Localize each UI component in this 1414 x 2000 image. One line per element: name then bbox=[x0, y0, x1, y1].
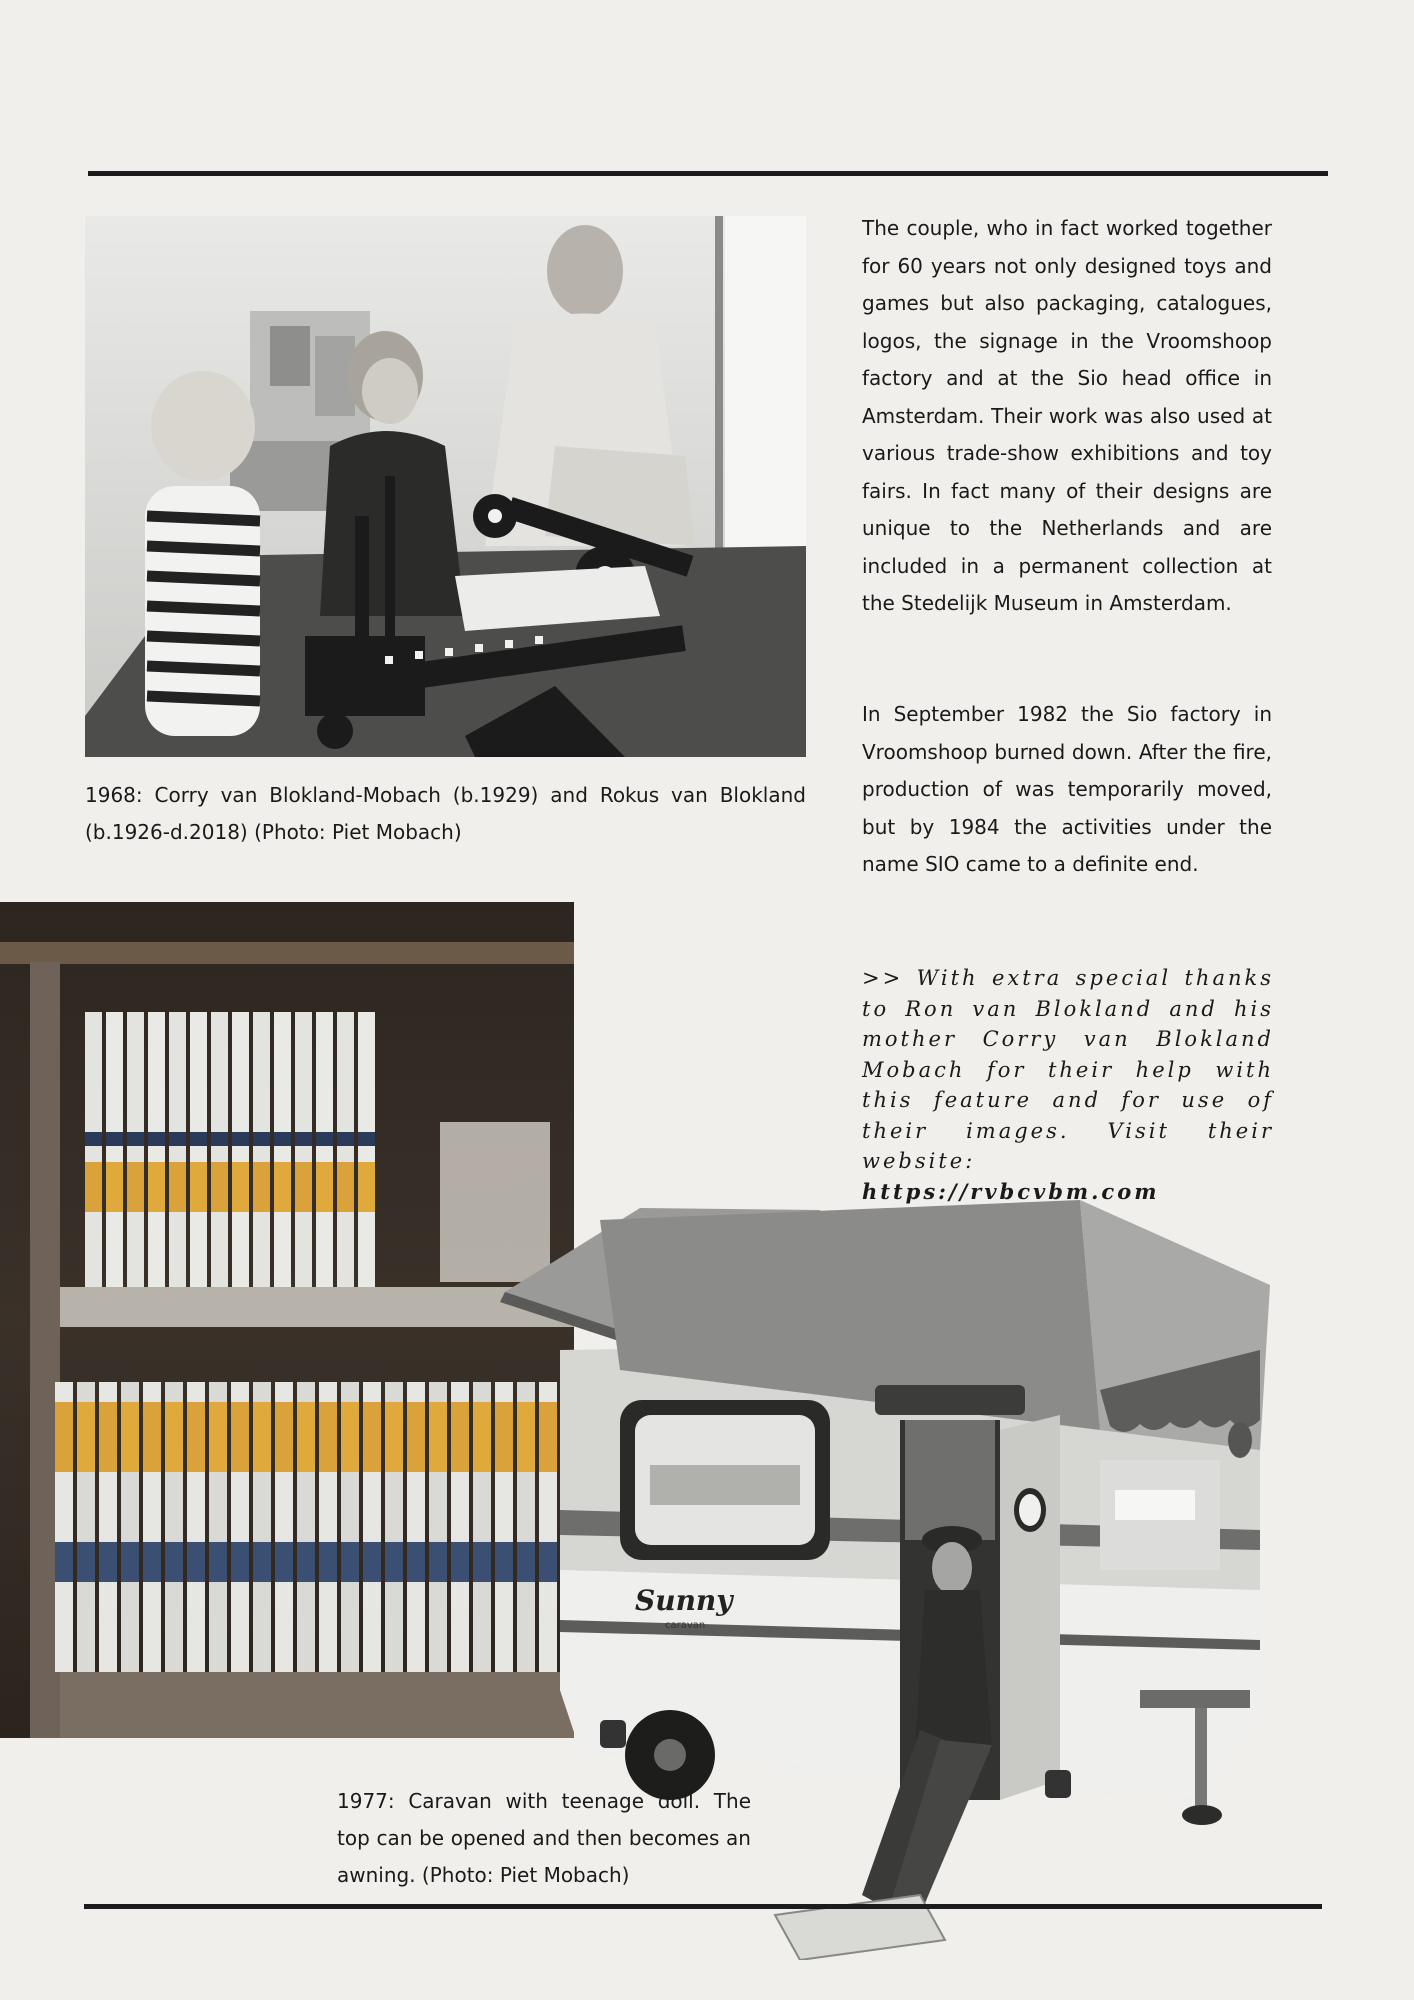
article-paragraph-1: The couple, who in fact worked together for 60 years not only designed toys and games but also packaging, catalogues, logos, the signage in the Vroomshoop factory and at the Sio head office in Amsterdam. Their work was also used at various trade-show exhibitions and toy fairs. In fact many of their designs are unique to the Netherlands and are included in a permanent collection at the Stedelijk Museum in Amsterdam. bbox=[862, 216, 1272, 615]
workshop-photo bbox=[85, 216, 806, 757]
caravan-subbrand-logo: caravan bbox=[665, 1620, 706, 1631]
website-link[interactable]: https://rvbcvbm.com bbox=[862, 1178, 1160, 1204]
caravan-photo-caption: 1977: Caravan with teenage doll. The top can be opened and then becomes an awning. (Photo: Piet Mobach) bbox=[337, 1789, 751, 1887]
acknowledgement-text: >> With extra special thanks to Ron van Blokland and his mother Corry van Blokland Mobach for their help with this feature and for use of their images. Visit their website: bbox=[862, 966, 1274, 1173]
caravan-brand-logo: Sunny bbox=[635, 1584, 733, 1617]
acknowledgement bbox=[862, 963, 1274, 1207]
bottom-divider bbox=[84, 1904, 1322, 1909]
top-divider bbox=[88, 171, 1328, 176]
product-shelves-photo bbox=[0, 902, 574, 1738]
article-paragraph-2: In September 1982 the Sio factory in Vroomshoop burned down. After the fire, production of was temporarily moved, but by 1984 the activities under the name SIO came to a definite end. bbox=[862, 702, 1272, 876]
workshop-photo-caption: 1968: Corry van Blokland-Mobach (b.1929) and Rokus van Blokland (b.1926-d.2018) (Photo: Piet Mobach) bbox=[85, 783, 806, 844]
